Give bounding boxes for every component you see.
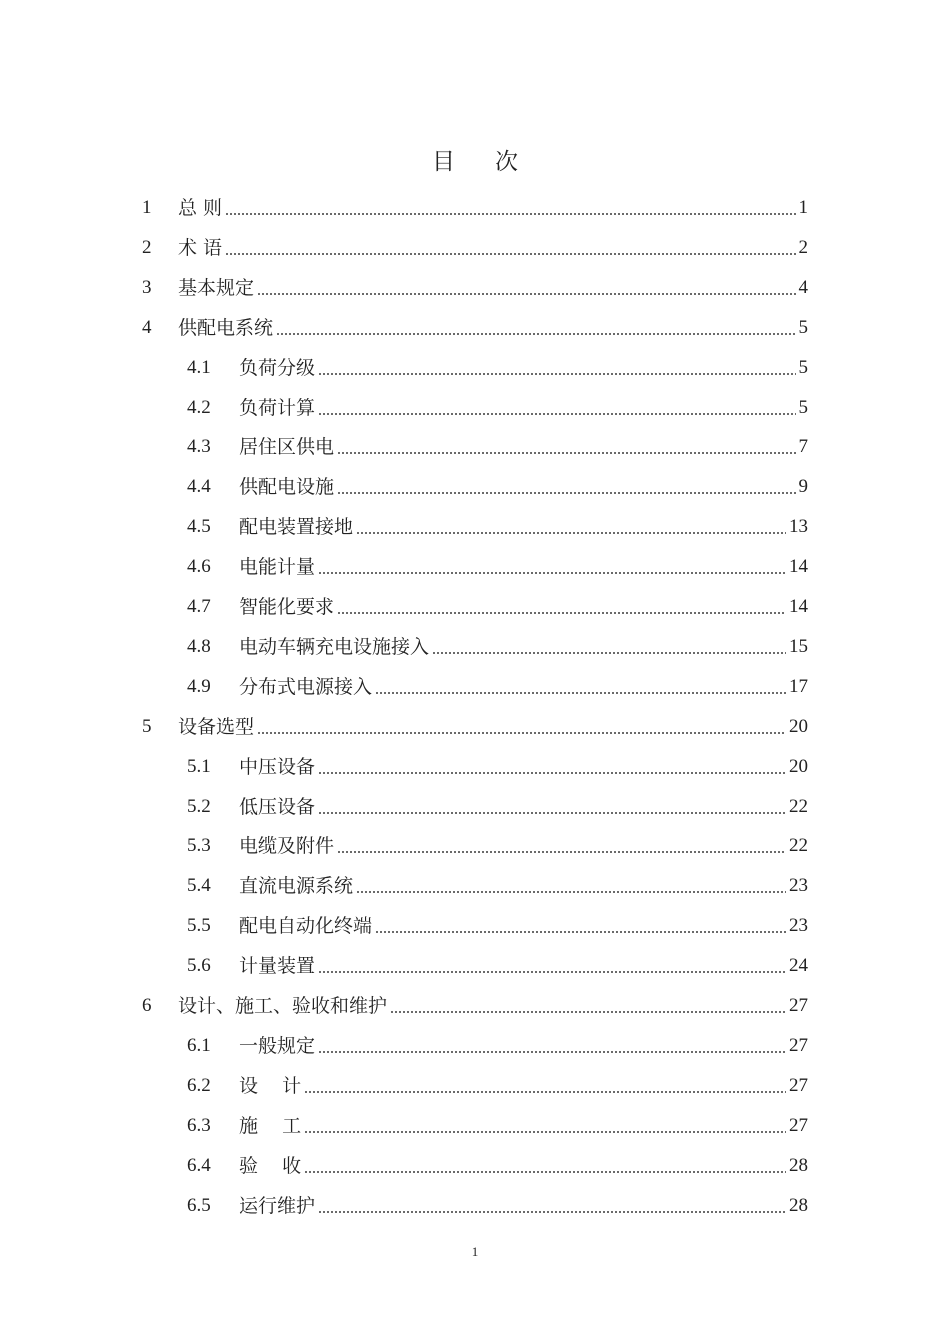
toc-entry-page: 27 [789, 1034, 808, 1056]
toc-entry-label: 中压设备 [239, 755, 316, 778]
toc-entry-page: 17 [789, 675, 808, 697]
toc-entry-label: 运行维护 [239, 1194, 316, 1217]
toc-entry-number: 4.1 [187, 356, 211, 378]
toc-entry[interactable] [187, 547, 808, 587]
toc-entry-label: 电缆及附件 [239, 835, 335, 858]
toc-entry-number: 4.2 [187, 396, 211, 418]
toc-entry-number: 5.5 [187, 915, 211, 937]
toc-entry-label: 设 计 [239, 1074, 302, 1097]
toc-entry[interactable] [142, 188, 808, 228]
toc-dot-leader [225, 213, 795, 215]
toc-entry-number: 6.5 [187, 1194, 211, 1216]
toc-entry-label: 配电自动化终端 [239, 915, 373, 938]
toc-dot-leader [337, 492, 795, 494]
toc-dot-leader [337, 851, 786, 853]
toc-entry-page: 7 [798, 436, 808, 458]
toc-entry-page: 5 [798, 316, 808, 338]
toc-entry-number: 4.9 [187, 675, 211, 697]
toc-entry-page: 14 [789, 596, 808, 617]
toc-entry[interactable] [187, 388, 808, 428]
toc-entry[interactable] [187, 946, 808, 986]
toc-dot-leader [318, 572, 786, 574]
toc-entry-page: 28 [789, 1194, 808, 1216]
toc-entry-page: 9 [798, 476, 808, 498]
toc-entry[interactable] [187, 427, 808, 467]
toc-entry-label: 负荷分级 [239, 356, 316, 379]
toc-entry[interactable] [187, 667, 808, 707]
toc-entry[interactable] [187, 507, 808, 547]
toc-entry-number: 4 [142, 316, 152, 338]
toc-dot-leader [257, 732, 786, 734]
toc-entry-page: 27 [789, 995, 808, 1016]
toc-entry-label: 设备选型 [178, 715, 255, 738]
toc-dot-leader [375, 931, 786, 933]
toc-entry-page: 15 [789, 635, 808, 657]
toc-entry-page: 13 [789, 516, 808, 538]
toc-entry-label: 配电装置接地 [239, 516, 354, 539]
toc-entry-page: 27 [789, 1074, 808, 1096]
toc-entry[interactable] [187, 1026, 808, 1066]
toc-entry-number: 5.2 [187, 795, 211, 817]
toc-entry[interactable] [187, 826, 808, 866]
toc-entry[interactable] [142, 707, 808, 747]
toc-entry-label: 一般规定 [239, 1034, 316, 1057]
toc-dot-leader [432, 652, 786, 654]
toc-entry-number: 3 [142, 276, 152, 298]
toc-entry-label: 分布式电源接入 [239, 675, 373, 698]
toc-entry-page: 20 [789, 755, 808, 777]
toc-entry-label: 计量装置 [239, 955, 316, 978]
toc-entry-label: 验 收 [239, 1154, 302, 1177]
toc-entry-label: 电动车辆充电设施接入 [239, 635, 430, 658]
toc-entry-page: 5 [798, 356, 808, 378]
toc-entry-label: 居住区供电 [239, 436, 335, 459]
toc-entry-number: 5 [142, 715, 152, 737]
toc-entry-number: 6.4 [187, 1154, 211, 1176]
toc-dot-leader [304, 1131, 786, 1133]
toc-entry-label: 智能化要求 [239, 596, 335, 618]
toc-dot-leader [225, 253, 795, 255]
toc-entry-page: 22 [789, 795, 808, 817]
toc-entry-number: 5.1 [187, 755, 211, 777]
toc-entry-number: 6.3 [187, 1114, 211, 1136]
toc-entry-number: 4.5 [187, 516, 211, 538]
toc-entry-page: 22 [789, 835, 808, 857]
toc-entry-label: 设计、施工、验收和维护 [178, 995, 388, 1017]
toc-entry-label: 供配电系统 [178, 316, 274, 339]
toc-entry-page: 1 [798, 197, 808, 218]
toc-entry[interactable] [187, 906, 808, 946]
toc-entry-label: 术 语 [178, 236, 223, 259]
toc-entry-number: 4.3 [187, 436, 211, 458]
toc-entry[interactable] [187, 587, 808, 627]
toc-entry-page: 27 [789, 1114, 808, 1136]
toc-dot-leader [276, 333, 795, 335]
toc-entry-label: 基本规定 [178, 276, 255, 299]
toc-entry[interactable] [187, 627, 808, 667]
toc-entry-number: 2 [142, 236, 152, 258]
toc-entry-page: 24 [789, 955, 808, 977]
toc-entry-page: 4 [798, 276, 808, 298]
toc-entry[interactable] [142, 986, 808, 1026]
toc-dot-leader [390, 1011, 786, 1013]
toc-title-right: 次 [495, 149, 518, 175]
toc-entry[interactable] [142, 228, 808, 268]
toc-dot-leader [318, 772, 786, 774]
toc-dot-leader [304, 1171, 786, 1173]
toc-dot-leader [318, 413, 795, 415]
toc-title [0, 143, 950, 176]
toc-dot-leader [318, 1211, 786, 1213]
toc-entry-number: 4.6 [187, 556, 211, 578]
toc-entry-page: 5 [798, 396, 808, 418]
toc-entry-number: 5.4 [187, 875, 211, 897]
toc-entry[interactable] [142, 268, 808, 308]
toc-dot-leader [318, 812, 786, 814]
toc-entry-label: 直流电源系统 [239, 875, 354, 898]
toc-dot-leader [375, 692, 786, 694]
toc-entry-number: 6.2 [187, 1074, 211, 1096]
toc-entry-number: 6.1 [187, 1034, 211, 1056]
toc-entry[interactable] [187, 467, 808, 507]
toc-entry-label: 施 工 [239, 1114, 302, 1137]
toc-entry[interactable] [187, 1066, 808, 1106]
toc-entry-number: 5.3 [187, 835, 211, 857]
toc-title-left: 目 [432, 149, 455, 175]
toc-entry-number: 1 [142, 197, 152, 218]
toc-entry-page: 23 [789, 915, 808, 937]
toc-dot-leader [356, 891, 786, 893]
toc-entry[interactable] [187, 1146, 808, 1186]
toc-entry-label: 低压设备 [239, 795, 316, 818]
toc-dot-leader [337, 452, 795, 454]
page-number: 1 [471, 1244, 479, 1259]
toc-entry-number: 5.6 [187, 955, 211, 977]
toc-entry[interactable] [187, 1186, 808, 1226]
toc-entry-page: 28 [789, 1154, 808, 1176]
toc-entry-label: 负荷计算 [239, 396, 316, 419]
toc-entry-number: 4.7 [187, 596, 211, 617]
toc-entry-page: 2 [798, 236, 808, 258]
toc-entry-label: 总 则 [178, 197, 223, 219]
toc-entry[interactable] [187, 866, 808, 906]
toc-dot-leader [356, 532, 786, 534]
toc-dot-leader [257, 293, 795, 295]
toc-entry[interactable] [187, 348, 808, 388]
toc-entry[interactable] [187, 1106, 808, 1146]
toc-dot-leader [318, 373, 795, 375]
toc-dot-leader [304, 1091, 786, 1093]
toc-entry[interactable] [142, 308, 808, 348]
toc-entry-page: 20 [789, 715, 808, 737]
toc-entry-number: 4.4 [187, 476, 211, 498]
toc-dot-leader [337, 612, 786, 614]
toc-entry[interactable] [187, 747, 808, 787]
toc-entry-page: 23 [789, 875, 808, 897]
toc-entry-number: 6 [142, 995, 152, 1016]
toc-entry-label: 电能计量 [239, 556, 316, 579]
toc-entry-label: 供配电设施 [239, 476, 335, 499]
toc-entry-page: 14 [789, 556, 808, 578]
toc-dot-leader [318, 971, 786, 973]
toc-entry-number: 4.8 [187, 635, 211, 657]
toc-dot-leader [318, 1051, 786, 1053]
toc-entry[interactable] [187, 787, 808, 827]
